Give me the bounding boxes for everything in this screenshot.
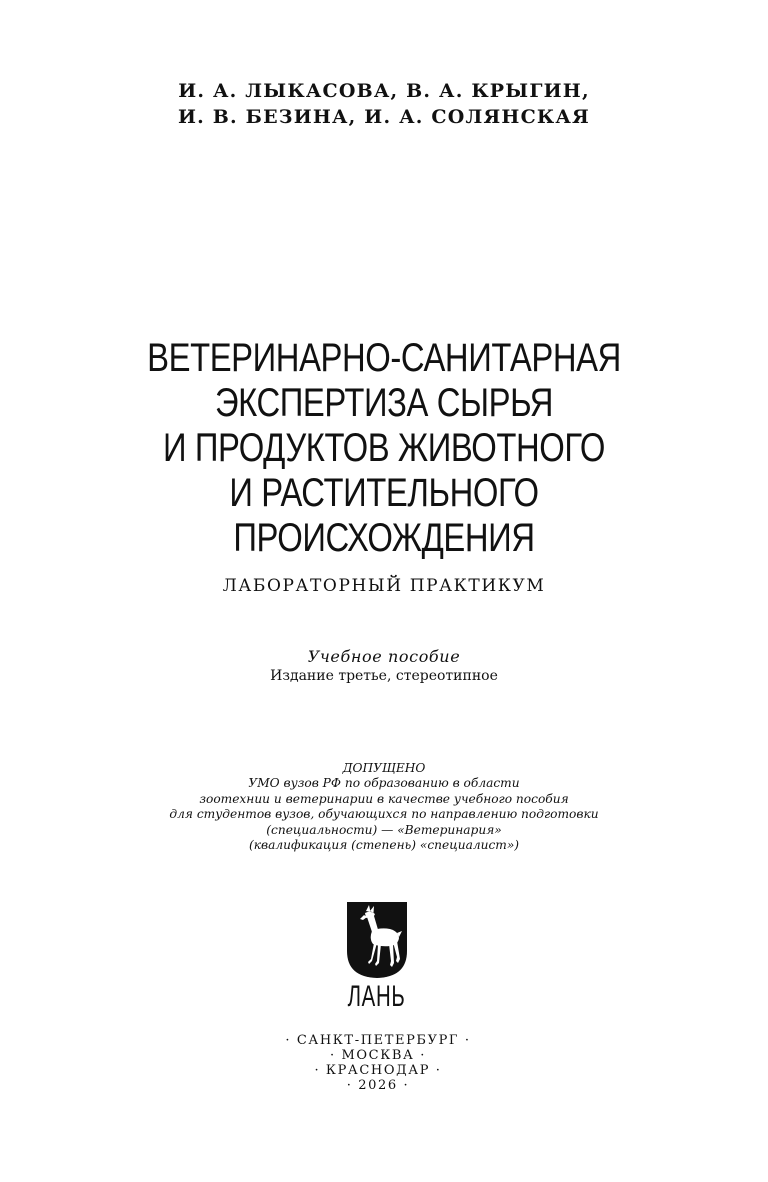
approval-line-4: для студентов вузов, обучающихся по направлению подготовки — [169, 807, 599, 822]
authors — [0, 78, 768, 130]
title-line-4: И РАСТИТЕЛЬНОГО — [229, 471, 539, 515]
authors-line-1: И. А. ЛЫКАСОВА, В. А. КРЫГИН, — [178, 80, 590, 102]
approval-stamp-text — [0, 761, 768, 853]
doe-shield-icon — [346, 901, 408, 979]
city-1: · САНКТ-ПЕТЕРБУРГ · — [285, 1033, 471, 1048]
approval-line-6: (квалификация (степень) «специалист») — [248, 838, 520, 853]
edition-note: Издание третье, стереотипное — [270, 668, 498, 684]
book-type: Учебное пособие — [307, 647, 461, 666]
title-line-5: ПРОИСХОЖДЕНИЯ — [233, 516, 535, 560]
approval-line-2: УМО вузов РФ по образованию в области — [248, 776, 520, 791]
approval-line-5: (специальности) — «Ветеринария» — [266, 822, 502, 837]
book-title — [0, 336, 768, 561]
approval-line-3: зоотехнии и ветеринарии в качестве учебного пособия — [199, 791, 569, 806]
publication-year: · 2026 · — [346, 1078, 410, 1093]
publisher-cities — [0, 1033, 756, 1093]
publisher-name: ЛАНЬ — [348, 980, 406, 1013]
title-line-1: ВЕТЕРИНАРНО-САНИТАРНАЯ — [147, 336, 621, 380]
city-3: · КРАСНОДАР · — [314, 1063, 442, 1078]
book-subtitle: ЛАБОРАТОРНЫЙ ПРАКТИКУМ — [222, 576, 546, 596]
authors-line-2: И. В. БЕЗИНА, И. А. СОЛЯНСКАЯ — [178, 106, 590, 128]
city-2: · МОСКВА · — [330, 1048, 426, 1063]
approval-line-1: ДОПУЩЕНО — [342, 761, 426, 775]
title-line-2: ЭКСПЕРТИЗА СЫРЬЯ — [214, 381, 554, 425]
title-line-3: И ПРОДУКТОВ ЖИВОТНОГО — [162, 426, 606, 470]
